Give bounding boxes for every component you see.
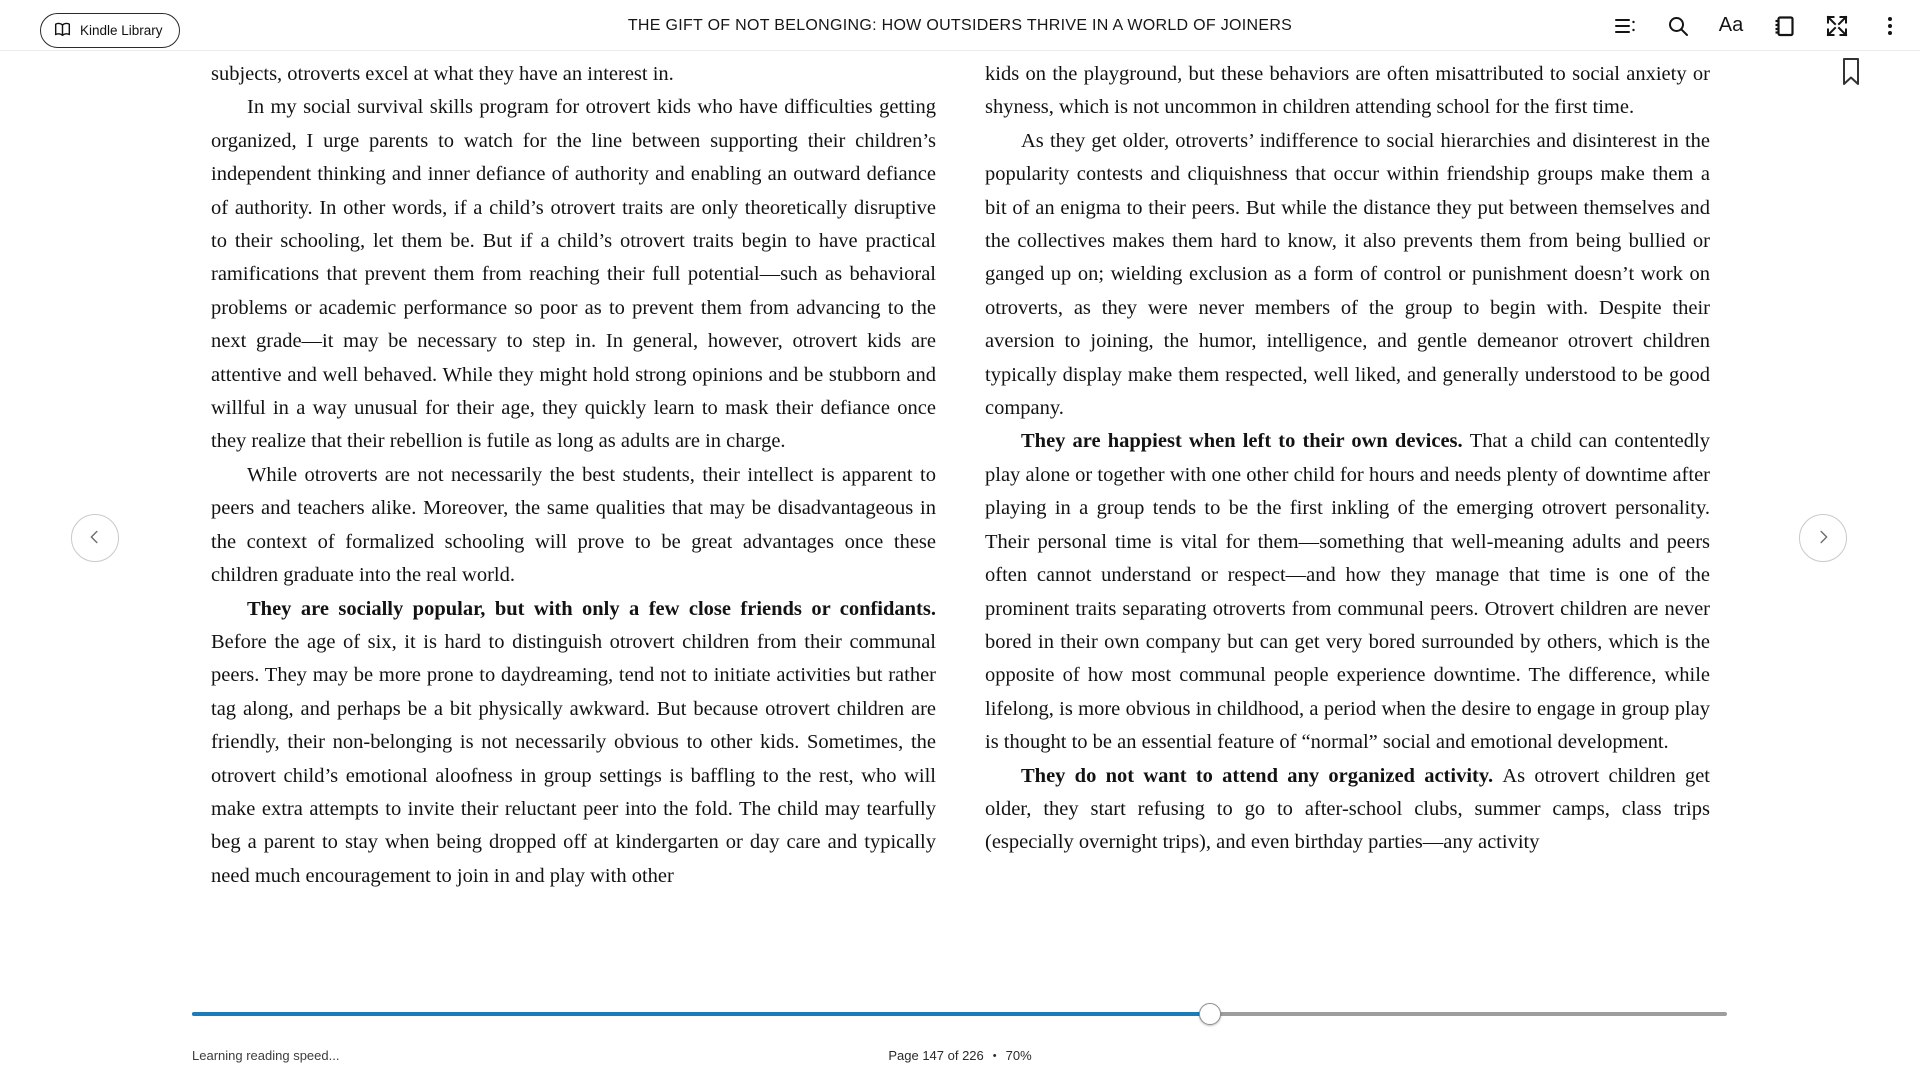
contents-button[interactable] [1610,11,1640,41]
progress-handle[interactable] [1199,1003,1221,1025]
percent-label: 70% [1005,1048,1032,1063]
kindle-library-button[interactable] [40,13,180,48]
top-bar [0,0,1920,51]
text-column-right [985,58,1710,998]
notebook-button[interactable] [1769,11,1799,41]
reading-progress-slider[interactable] [192,1004,1727,1024]
top-actions [1610,0,1905,51]
font-settings-button[interactable] [1716,11,1746,41]
search-icon [1666,14,1690,38]
chevron-right-icon [1812,526,1834,551]
overflow-menu-button[interactable] [1875,11,1905,41]
fullscreen-button[interactable] [1822,11,1852,41]
reading-area [0,58,1920,998]
notebook-icon [1772,14,1796,38]
paragraph-lead-bold: They do not want to attend any organized activity. [1021,764,1503,787]
previous-page-button[interactable] [71,514,119,562]
page-position-info [0,1048,1920,1063]
paragraph: In my social survival skills program for otrovert kids who have difficulties getting organized, I urge parents to watch for the line between supporting their children’s independent thinking and inner defiance of authority and enabling an outward defiance of authority. In other words, if a child’s otrovert traits are only theoretically disruptive to their schooling, let them be. But if a child’s otrovert traits begin to have practical ramifications that prevent them from reaching their full potential—such as behavioral problems or academic performance so poor as to prevent them from advancing to the next grade—it may be necessary to step in. In general, however, otrovert kids are attentive and well behaved. While they might hold strong opinions and be stubborn and willful in a way unusual for their age, they quickly learn to mask their defiance once they realize that their rebellion is futile as long as adults are in charge. [211,96,936,453]
font-settings-icon: Aa [1718,14,1744,36]
next-page-button[interactable] [1799,514,1847,562]
contents-icon [1613,14,1637,38]
paragraph-lead-bold: They are socially popular, but with only a few close friends or confidants. [247,597,936,620]
reading-speed-status: Learning reading speed... [192,1048,340,1063]
paragraph: As they get older, otroverts’ indifference to social hierarchies and disinterest in the popularity contests and cliquishness that occur within friendship groups make them a bit of an enigma to their peers. But while the distance they put between themselves and the collectives makes them hard to know, it also prevents them from being bullied or ganged up on; wielding exclusion as a form of control or punishment doesn’t work on otroverts, as they were never members of the group to begin with. Despite their aversion to joining, the humor, intelligence, and gentle demeanor otrovert children typically display make them respected, well liked, and generally understood to be good company. [985,129,1710,420]
paragraph: While otroverts are not necessarily the best students, their intellect is apparent to peers and teachers alike. Moreover, the same qualities that may be disadvantageous in the context of formalized schooling will prove to be great advantages once these children graduate into the real world. [211,463,936,587]
open-book-icon [53,20,72,42]
bullet-separator: • [992,1049,997,1062]
progress-fill [192,1012,1210,1016]
paragraph: They are happiest when left to their own devices. That a child can contentedly play alone or together with one other child for hours and needs plenty of downtime after playing in a group tends to be the first inkling of the emerging otrovert personality. Their personal time is vital for them—something that well-meaning adults and peers often cannot understand or respect—and how they manage that time is one of the prominent traits separating otroverts from communal peers. Otrovert children are never bored in their own company but can get very bored surrounded by others, which is the opposite of how most communal people experience downtime. The difference, while lifelong, is more obvious in childhood, a period when the desire to engage in group play is thought to be an essential feature of “normal” social and emotional development. [985,430,1710,754]
kindle-library-label: Kindle Library [80,23,163,38]
text-column-left [211,58,936,998]
paragraph-lead-bold: They are happiest when left to their own devices. [1021,430,1470,453]
chevron-left-icon [84,526,106,551]
book-title: THE GIFT OF NOT BELONGING: HOW OUTSIDERS THRIVE IN A WORLD OF JOINERS [627,16,1293,34]
paragraph: They are socially popular, but with only a few close friends or confidants. Before the age of six, it is hard to distinguish otrovert children from their communal peers. They may be more prone to daydreaming, tend not to initiate activities but rather tag along, and perhaps be a bit physically awkward. But because otrovert children are friendly, their non-belonging is not necessarily obvious to other kids. Sometimes, the otrovert child’s emotional aloofness in group settings is baffling to the rest, who will make extra attempts to invite their reluctant peer into the fold. The child may tearfully beg a parent to stay when being dropped off at kindergarten or day care and typically need much encouragement to join in and play with other [211,597,936,887]
paragraph: subjects, otroverts excel at what they have an interest in. [211,63,674,85]
overflow-menu-icon [1878,14,1902,38]
page-number-label: Page 147 of 226 [888,1048,984,1063]
search-button[interactable] [1663,11,1693,41]
progress-track[interactable] [192,1012,1727,1016]
paragraph: They do not want to attend any organized activity. As otrovert children get older, they start refusing to go to after-school clubs, summer camps, class trips (especially overnight trips), and even birthday parties—any activity [985,764,1710,854]
fullscreen-icon [1825,14,1849,38]
paragraph: kids on the playground, but these behaviors are often misattributed to social anxiety or shyness, which is not uncommon in children attending school for the first time. [985,63,1710,119]
